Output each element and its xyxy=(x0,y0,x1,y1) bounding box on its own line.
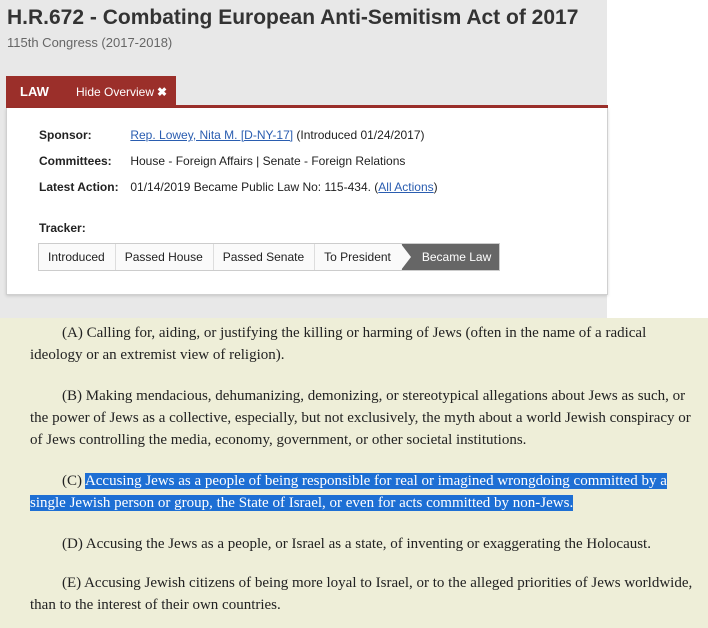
tracker xyxy=(38,243,500,271)
paragraph-b-text: (B) Making mendacious, dehumanizing, demonizing, or stereotypical allegations about Jews as such, or the power of Jews as a collective, especially, but not exclusively, the myth about a world Jewish conspiracy or of Jews controlling the media, economy, government, or other societal institutions. xyxy=(30,388,691,448)
committees-value: House - Foreign Affairs | Senate - Foreign Relations xyxy=(130,154,406,168)
sponsor-label: Sponsor: xyxy=(39,128,92,142)
paragraph-e-text: (E) Accusing Jewish citizens of being more loyal to Israel, or to the alleged priorities of Jews worldwide, than to the interest of their own countries. xyxy=(30,575,693,613)
paragraph-a xyxy=(30,322,702,366)
tracker-step-introduced: Introduced xyxy=(39,244,116,270)
overview-panel xyxy=(6,108,608,295)
paragraph-e xyxy=(30,572,702,616)
paragraph-d xyxy=(30,533,702,555)
tracker-step-to-president: To President xyxy=(315,244,402,270)
sponsor-row xyxy=(39,128,425,142)
paragraph-a-text: (A) Calling for, aiding, or justifying the killing or harming of Jews (often in the name of a radical ideology or an extremist view of religion). xyxy=(30,325,647,363)
congress-label: 115th Congress (2017-2018) xyxy=(7,35,173,50)
sponsor-link[interactable]: Rep. Lowey, Nita M. [D-NY-17] xyxy=(130,128,294,142)
tracker-step-became-law: Became Law xyxy=(402,244,499,270)
bill-text-excerpt xyxy=(0,318,708,628)
hide-overview-label: Hide Overview xyxy=(76,84,155,99)
committees-label: Committees: xyxy=(39,154,112,168)
latest-action-row: Latest Action: 01/14/2019 Became Public Law No: 115-434. (All Actions) xyxy=(39,180,438,194)
law-tab-label: LAW xyxy=(20,84,49,99)
latest-action-value: 01/14/2019 Became Public Law No: 115-434. xyxy=(130,180,371,194)
close-icon: ✖ xyxy=(157,84,168,99)
paragraph-c-selected-text: Accusing Jews as a people of being responsible for real or imagined wrongdoing committed by a single Jewish person or group, the State of Israel, or even for acts committed by non-Jews. xyxy=(30,473,667,511)
tracker-step-passed-house: Passed House xyxy=(116,244,214,270)
paragraph-c-prefix: (C) xyxy=(62,473,82,489)
law-tab xyxy=(6,76,176,107)
page-title: H.R.672 - Combating European Anti-Semitism Act of 2017 xyxy=(7,6,579,29)
paragraph-d-text: (D) Accusing the Jews as a people, or Israel as a state, of inventing or exaggerating the Holocaust. xyxy=(62,536,651,552)
header-right-panel xyxy=(607,0,708,318)
tracker-step-passed-senate: Passed Senate xyxy=(214,244,315,270)
paragraph-b xyxy=(30,385,702,451)
latest-action-label: Latest Action: xyxy=(39,180,119,194)
committees-row xyxy=(39,154,405,168)
hide-overview-button[interactable] xyxy=(76,85,167,99)
paragraph-c xyxy=(30,470,702,514)
all-actions-link[interactable]: All Actions xyxy=(378,180,434,194)
sponsor-introduced: (Introduced 01/24/2017) xyxy=(296,128,425,142)
tracker-label: Tracker: xyxy=(39,221,86,235)
